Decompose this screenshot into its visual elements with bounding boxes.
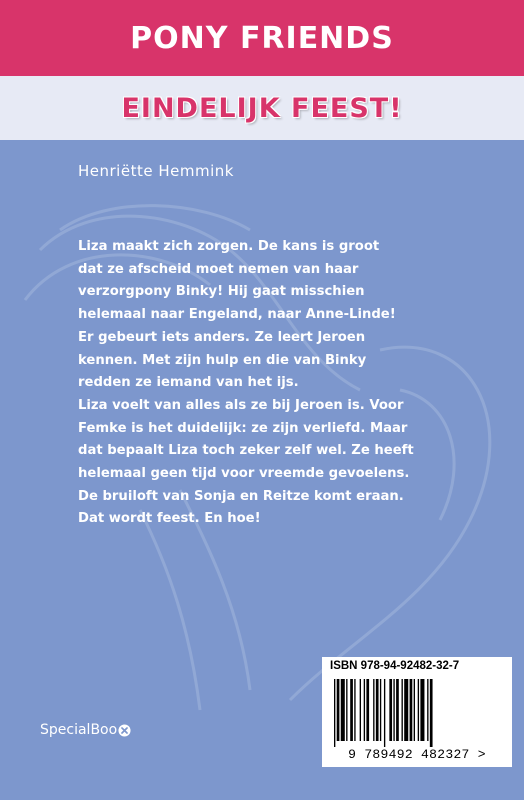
series-banner <box>0 0 524 76</box>
blurb-line: De bruiloft van Sonja en Reitze komt eraan. <box>78 488 404 504</box>
blurb-line: dat bepaalt Liza toch zeker zelf wel. Ze heeft <box>78 443 414 459</box>
publisher-logo <box>40 722 131 738</box>
barcode-icon <box>330 679 506 747</box>
blurb-line: dat ze afscheid moet nemen van haar <box>78 261 359 277</box>
series-title: PONY FRIENDS <box>130 20 394 56</box>
blurb-line: kennen. Met zijn hulp en die van Binky <box>78 352 367 368</box>
title-banner <box>0 76 524 140</box>
x-circle-icon <box>118 724 131 737</box>
blurb-line: Liza voelt van alles als ze bij Jeroen is. Voor <box>78 397 404 413</box>
blurb-line: verzorgpony Binky! Hij gaat misschien <box>78 284 365 300</box>
blurb-line: Er gebeurt iets anders. Ze leert Jeroen <box>78 329 366 345</box>
isbn-label: ISBN 978-94-92482-32-7 <box>330 660 460 672</box>
blurb-line: Femke is het duidelijk: ze zijn verliefd. Maar <box>78 420 408 436</box>
author-name: Henriëtte Hemmink <box>78 162 234 180</box>
book-title: EINDELIJK FEEST! <box>121 92 403 124</box>
blurb-line: Dat wordt feest. En hoe! <box>78 511 261 527</box>
blurb-line: helemaal naar Engeland, naar Anne-Linde! <box>78 307 396 323</box>
blurb-line: helemaal geen tijd voor vreemde gevoelens. <box>78 466 410 482</box>
barcode-digits: 9 789492 482327 > <box>348 747 486 762</box>
blurb-line: Liza maakt zich zorgen. De kans is groot <box>78 239 380 254</box>
barcode-panel <box>322 657 512 767</box>
blurb-line: redden ze iemand van het ijs. <box>78 375 299 391</box>
blurb-text <box>78 236 478 531</box>
publisher-name: SpecialBoo <box>40 722 118 738</box>
